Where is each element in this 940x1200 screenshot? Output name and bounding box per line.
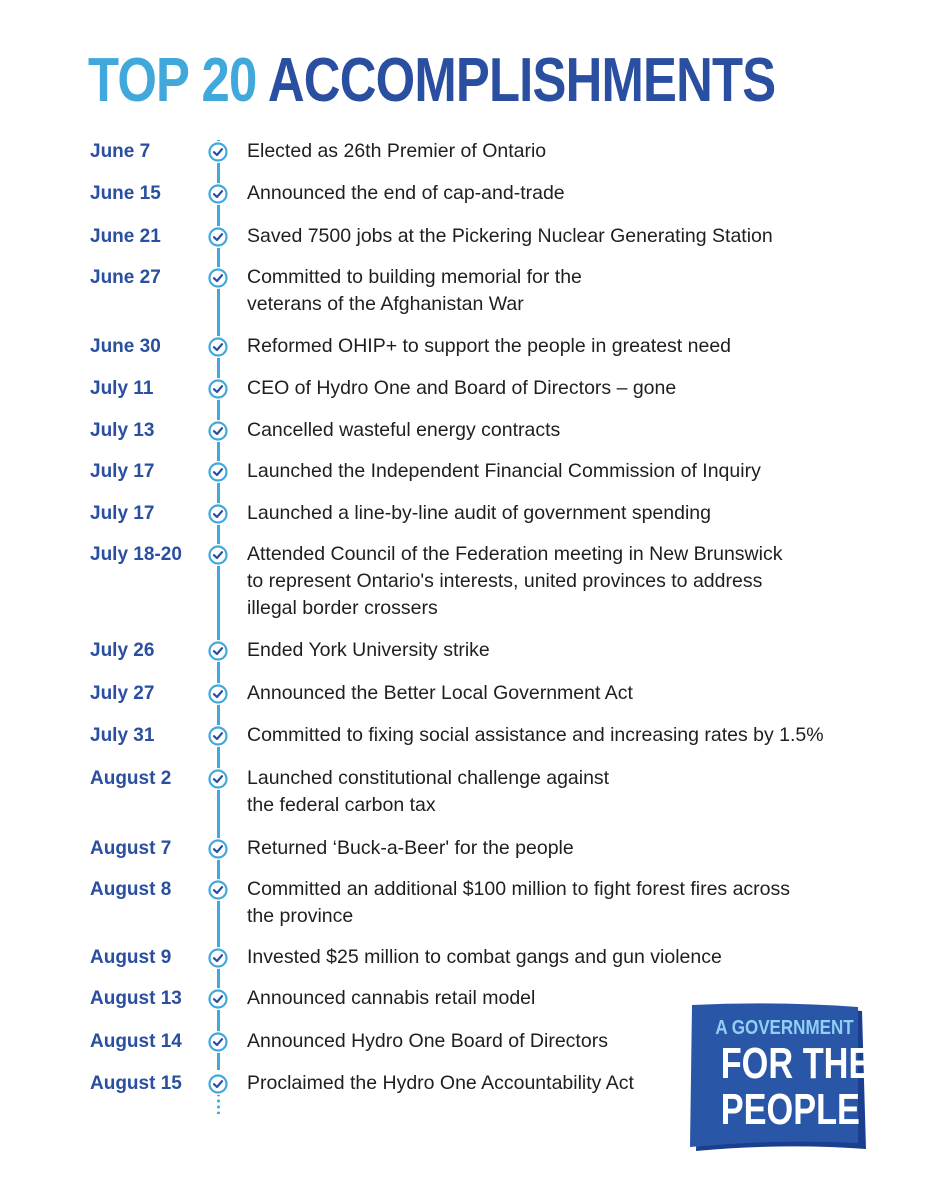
entry-description: Cancelled wasteful energy contracts <box>247 419 561 441</box>
check-circle-icon <box>207 378 229 400</box>
check-circle-icon <box>207 947 229 969</box>
entry-date: August 8 <box>90 879 172 900</box>
check-circle-icon <box>207 838 229 860</box>
entry-description: CEO of Hydro One and Board of Directors – gone <box>247 377 677 399</box>
check-circle-icon <box>207 725 229 747</box>
entry-description: Proclaimed the Hydro One Accountability Act <box>247 1072 634 1094</box>
entry-date: July 11 <box>90 378 154 399</box>
entry-description: Invested $25 million to combat gangs and gun violence <box>247 946 722 968</box>
entry-date: July 13 <box>90 420 155 441</box>
entry-description: Committed to building memorial for the veterans of the Afghanistan War <box>247 266 582 315</box>
entry-date: July 31 <box>90 725 155 746</box>
entry-date: August 9 <box>90 947 172 968</box>
logo-text <box>704 1015 872 1134</box>
entry-date: June 7 <box>90 141 151 162</box>
logo-line-for-the: FOR THE <box>720 1039 872 1088</box>
entry-date: August 14 <box>90 1031 182 1052</box>
check-circle-icon <box>207 461 229 483</box>
entry-description: Elected as 26th Premier of Ontario <box>247 140 547 162</box>
check-circle-icon <box>207 503 229 525</box>
check-circle-icon <box>207 1073 229 1095</box>
entry-date: August 7 <box>90 838 172 859</box>
check-circle-icon <box>207 226 229 248</box>
entry-date: July 17 <box>90 503 155 524</box>
entry-description: Committed an additional $100 million to fight forest fires across the province <box>247 878 791 927</box>
entry-date: July 17 <box>90 461 155 482</box>
entry-date: June 15 <box>90 183 161 204</box>
title-part-top-20: TOP 20 <box>88 46 257 115</box>
entry-description: Committed to fixing social assistance and increasing rates by 1.5% <box>247 724 824 746</box>
check-circle-icon <box>207 768 229 790</box>
entry-date: August 2 <box>90 768 172 789</box>
check-circle-icon <box>207 267 229 289</box>
check-circle-icon <box>207 1031 229 1053</box>
entry-description: Announced cannabis retail model <box>247 987 536 1009</box>
entry-description: Returned ‘Buck-a-Beer' for the people <box>247 837 574 859</box>
entry-description: Saved 7500 jobs at the Pickering Nuclear Generating Station <box>247 225 773 247</box>
check-circle-icon <box>207 183 229 205</box>
entry-description: Launched the Independent Financial Commission of Inquiry <box>247 460 761 482</box>
check-circle-icon <box>207 640 229 662</box>
entry-description: Ended York University strike <box>247 639 490 661</box>
government-for-the-people-logo <box>690 1003 872 1155</box>
check-circle-icon <box>207 544 229 566</box>
logo-line-people: PEOPLE <box>720 1085 860 1134</box>
check-circle-icon <box>207 336 229 358</box>
entry-date: July 26 <box>90 640 155 661</box>
check-circle-icon <box>207 141 229 163</box>
page-title <box>88 46 775 116</box>
check-circle-icon <box>207 879 229 901</box>
entry-date: June 30 <box>90 336 161 357</box>
entry-date: August 13 <box>90 988 182 1009</box>
entry-description: Launched constitutional challenge against the federal carbon tax <box>247 767 610 816</box>
entry-date: June 21 <box>90 226 161 247</box>
logo-line-a-government: A GOVERNMENT <box>715 1017 854 1039</box>
entry-description: Announced the Better Local Government Act <box>247 682 633 704</box>
entry-description: Announced the end of cap-and-trade <box>247 182 565 204</box>
entry-date: June 27 <box>90 267 161 288</box>
check-circle-icon <box>207 420 229 442</box>
entry-date: July 27 <box>90 683 155 704</box>
entry-description: Launched a line-by-line audit of government spending <box>247 502 711 524</box>
entry-description: Reformed OHIP+ to support the people in greatest need <box>247 335 732 357</box>
title-part-accomplishments: ACCOMPLISHMENTS <box>267 46 776 115</box>
entry-description: Announced Hydro One Board of Directors <box>247 1030 608 1052</box>
check-circle-icon <box>207 683 229 705</box>
check-circle-icon <box>207 988 229 1010</box>
entry-description: Attended Council of the Federation meeting in New Brunswick to represent Ontario's interests, united provinces to address illegal border crossers <box>247 543 783 619</box>
entry-date: August 15 <box>90 1073 182 1094</box>
entry-date: July 18-20 <box>90 544 182 565</box>
